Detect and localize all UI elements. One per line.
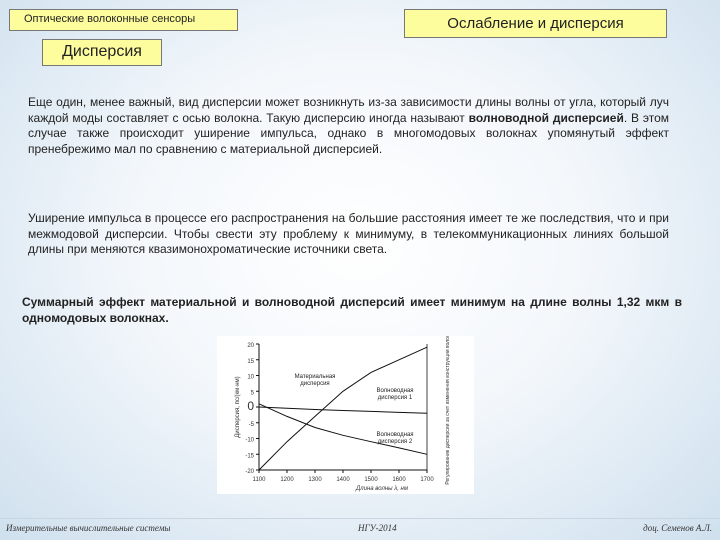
x-tick-label: 1300 (308, 477, 322, 483)
y-tick-label: -15 (245, 453, 254, 460)
x-tick-label: 1200 (280, 477, 294, 483)
x-tick-label: 1100 (252, 477, 266, 483)
series-line-2 (259, 407, 427, 413)
x-tick-label: 1500 (364, 477, 378, 483)
chart-annotation: Волноводная (376, 432, 414, 438)
footer-university: НГУ-2014 (358, 523, 397, 533)
dispersion-chart-svg (217, 336, 474, 494)
paragraph1-text-b: . В этом случае также происходит уширение импульса, однако в многомодовых волокнах упомянутый эффект пренебрежимо мал по сравнению с материальной дисперсией. (28, 110, 669, 156)
slide-title: Ослабление и дисперсия (404, 9, 667, 38)
x-tick-label: 1600 (392, 477, 406, 483)
series-line-3 (259, 404, 427, 455)
footer-divider (0, 518, 720, 519)
section-title: Дисперсия (42, 39, 162, 66)
course-label: Оптические волоконные сенсоры (9, 9, 238, 31)
x-tick-label: 1400 (336, 477, 350, 483)
right-axis-label: Регулирование дисперсии за счет изменения конструкции волокна (445, 336, 451, 485)
y-tick-label: 15 (247, 358, 254, 365)
chart-annotation: дисперсия 2 (377, 439, 413, 445)
x-axis-label: Длина волны λ, нм (356, 486, 408, 492)
dispersion-chart (217, 336, 474, 494)
paragraph1-term: волноводной дисперсией (468, 110, 624, 125)
paragraph-pulse-broadening: Уширение импульса в процессе его распространения на большие расстояния имеет те же последствия, что и при межмодовой дисперсии. Чтобы свести эту проблему к минимуму, в телекоммуникационных линиях большой длины при меняются квазимонохроматические источники света. (28, 211, 669, 256)
y-tick-label: -5 (248, 421, 254, 428)
paragraph-waveguide-dispersion (28, 95, 669, 157)
y-tick-label: -10 (245, 437, 254, 444)
y-tick-label: -20 (245, 469, 254, 475)
x-tick-label: 1700 (420, 477, 434, 483)
paragraph1-text-a: Еще один, менее важный, вид дисперсии может возникнуть из-за зависимости длины волны от угла, который луч каждой моды составляет с осью волокна. Такую дисперсию иногда называют (28, 95, 669, 125)
chart-annotation: дисперсия 1 (377, 395, 413, 401)
chart-annotation: Волноводная (376, 388, 414, 394)
y-tick-label: 0 (247, 399, 254, 413)
y-tick-label: 5 (250, 390, 254, 397)
footer-course: Измерительные вычислительные системы (6, 523, 171, 533)
y-axis-label: Дисперсия, пс/(км·нм) (235, 376, 241, 438)
y-tick-label: 20 (247, 343, 254, 349)
paragraph-summary: Суммарный эффект материальной и волноводной дисперсий имеет минимум на длине волны 1,32 мкм в одномодовых волокнах. (22, 295, 682, 325)
y-tick-label: 10 (247, 374, 254, 381)
footer-author: доц. Семенов А.Л. (643, 523, 712, 533)
chart-annotation: дисперсия (300, 381, 330, 387)
chart-annotation: Материальная (294, 374, 336, 380)
